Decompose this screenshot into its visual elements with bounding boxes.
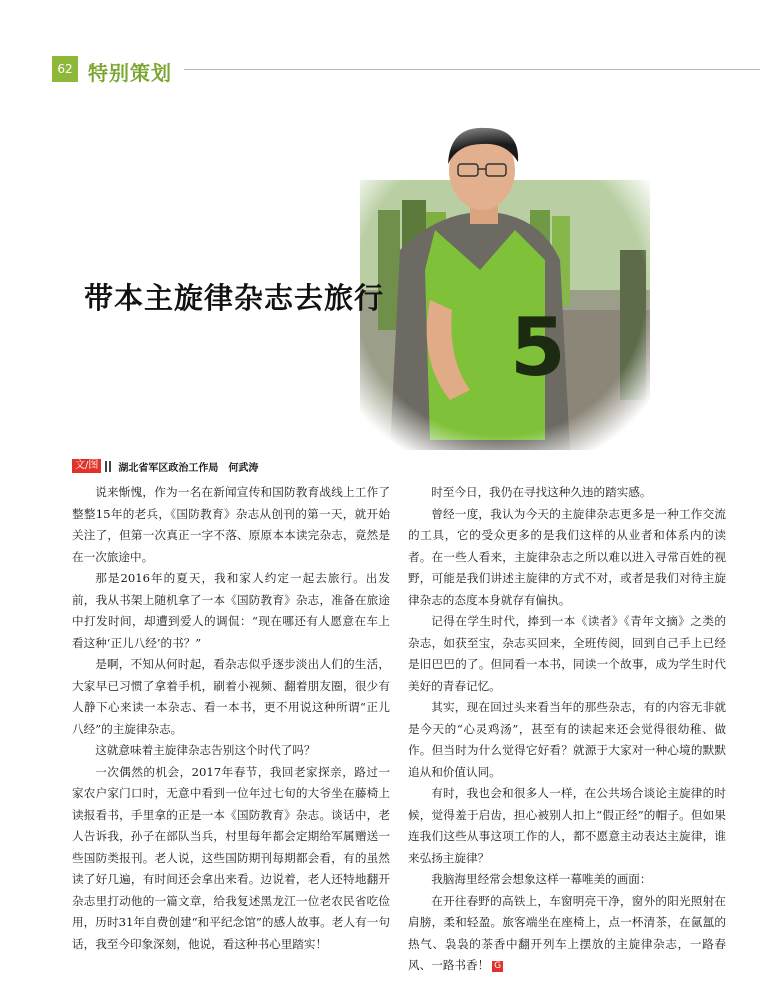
paragraph: 我脑海里经常会想象这样一幕唯美的画面：: [431, 872, 652, 886]
paragraph-text: 在开往春野的高铁上，车窗明亮干净，窗外的阳光照射在肩膀，柔和轻盈。旅客端坐在座椅上，点一杯清茶，在氤氲的热气、袅袅的茶香中翻开列车上摆放的主旋律杂志，一路春风、一路书香！: [408, 893, 726, 972]
left-column: [72, 482, 390, 955]
last-paragraph: [408, 891, 726, 977]
end-mark-icon: G: [492, 961, 503, 972]
paragraph: 这就意味着主旋律杂志告别这个时代了吗？: [95, 743, 316, 757]
page-header: [52, 56, 760, 84]
byline: [72, 458, 258, 474]
section-title: 特别策划: [88, 61, 172, 85]
paragraph: 那是2016年的夏天，我和家人约定一起去旅行。出发前，我从书架上随机拿了一本《国防教育》杂志，准备在旅途中打发时间，却遭到爱人的调侃：“现在哪还有人愿意在车上看这种‘正儿八经’的书？”: [72, 571, 390, 650]
right-column: [408, 482, 726, 977]
page-number: 62: [52, 56, 78, 82]
paragraph: 曾经一度，我认为今天的主旋律杂志更多是一种工作交流的工具，它的受众更多的是我们这样的从业者和体系内的读者。在一些人看来，主旋律杂志之所以难以进入寻常百姓的视野，可能是我们讲述主旋律的方式不对，或者是我们对待主旋律杂志的态度本身就存有偏执。: [408, 506, 726, 607]
byline-divider: [105, 461, 107, 472]
paragraph: 其实，现在回过头来看当年的那些杂志，有的内容无非就是今天的“心灵鸡汤”，甚至有的读起来还会觉得很幼稚、做作。但当时为什么觉得它好看？就源于大家对一种心境的默默追从和价值认同。: [408, 700, 726, 779]
paragraph: 有时，我也会和很多人一样，在公共场合谈论主旋律的时候，觉得羞于启齿，担心被别人扣上“假正经”的帽子。但如果连我们这些从事这项工作的人，都不愿意主动表达主旋律，谁来弘扬主旋律？: [408, 786, 726, 865]
paragraph: 一次偶然的机会，2017年春节，我回老家探亲，路过一家农户家门口时，无意中看到一位年过七旬的大爷坐在藤椅上读报看书，手里拿的正是一本《国防教育》杂志。谈话中，老人告诉我，孙子在部队当兵，村里每年都会定期给军属赠送一些国防类报刊。老人说，这些国防期刊每期都会看，有的虽然读了好几遍，有时间还会拿出来看。边说着，老人还特地翻开杂志里打动他的一篇文章，给我复述黑龙江一位老农民省吃俭用，历时31年自费创建“和平纪念馆”的感人故事。老人有一句话，我至今印象深刻，他说，看这种书心里踏实！: [72, 764, 390, 951]
paragraph: 是啊，不知从何时起，看杂志似乎逐步淡出人们的生活，大家早已习惯了拿着手机，刷着小视频、翻着朋友圈，很少有人静下心来读一本杂志、看一本书，更不用说这种所谓“正儿八经”的主旋律杂志。: [72, 657, 390, 736]
header-rule: [184, 69, 760, 70]
byline-tag: 文/图: [72, 459, 101, 473]
paragraph: 时至今日，我仍在寻找这种久违的踏实感。: [431, 485, 652, 499]
paragraph: 说来惭愧，作为一名在新闻宣传和国防教育战线上工作了整整15年的老兵，《国防教育》杂志从创刊的第一天，就开始关注了，但第一次真正一字不落、原原本本读完杂志，竟然是在一次旅途中。: [72, 485, 390, 564]
paragraph: 记得在学生时代，捧到一本《读者》《青年文摘》之类的杂志，如获至宝，杂志买回来，全班传阅，回到自己手上已经是旧巴巴的了。但同看一本书，同读一个故事，成为学生时代美好的青春记忆。: [408, 614, 726, 693]
article-title: 带本主旋律杂志去旅行: [84, 281, 385, 315]
byline-author: 湖北省军区政治工作局 何武涛: [118, 462, 259, 474]
byline-divider: [109, 461, 111, 472]
